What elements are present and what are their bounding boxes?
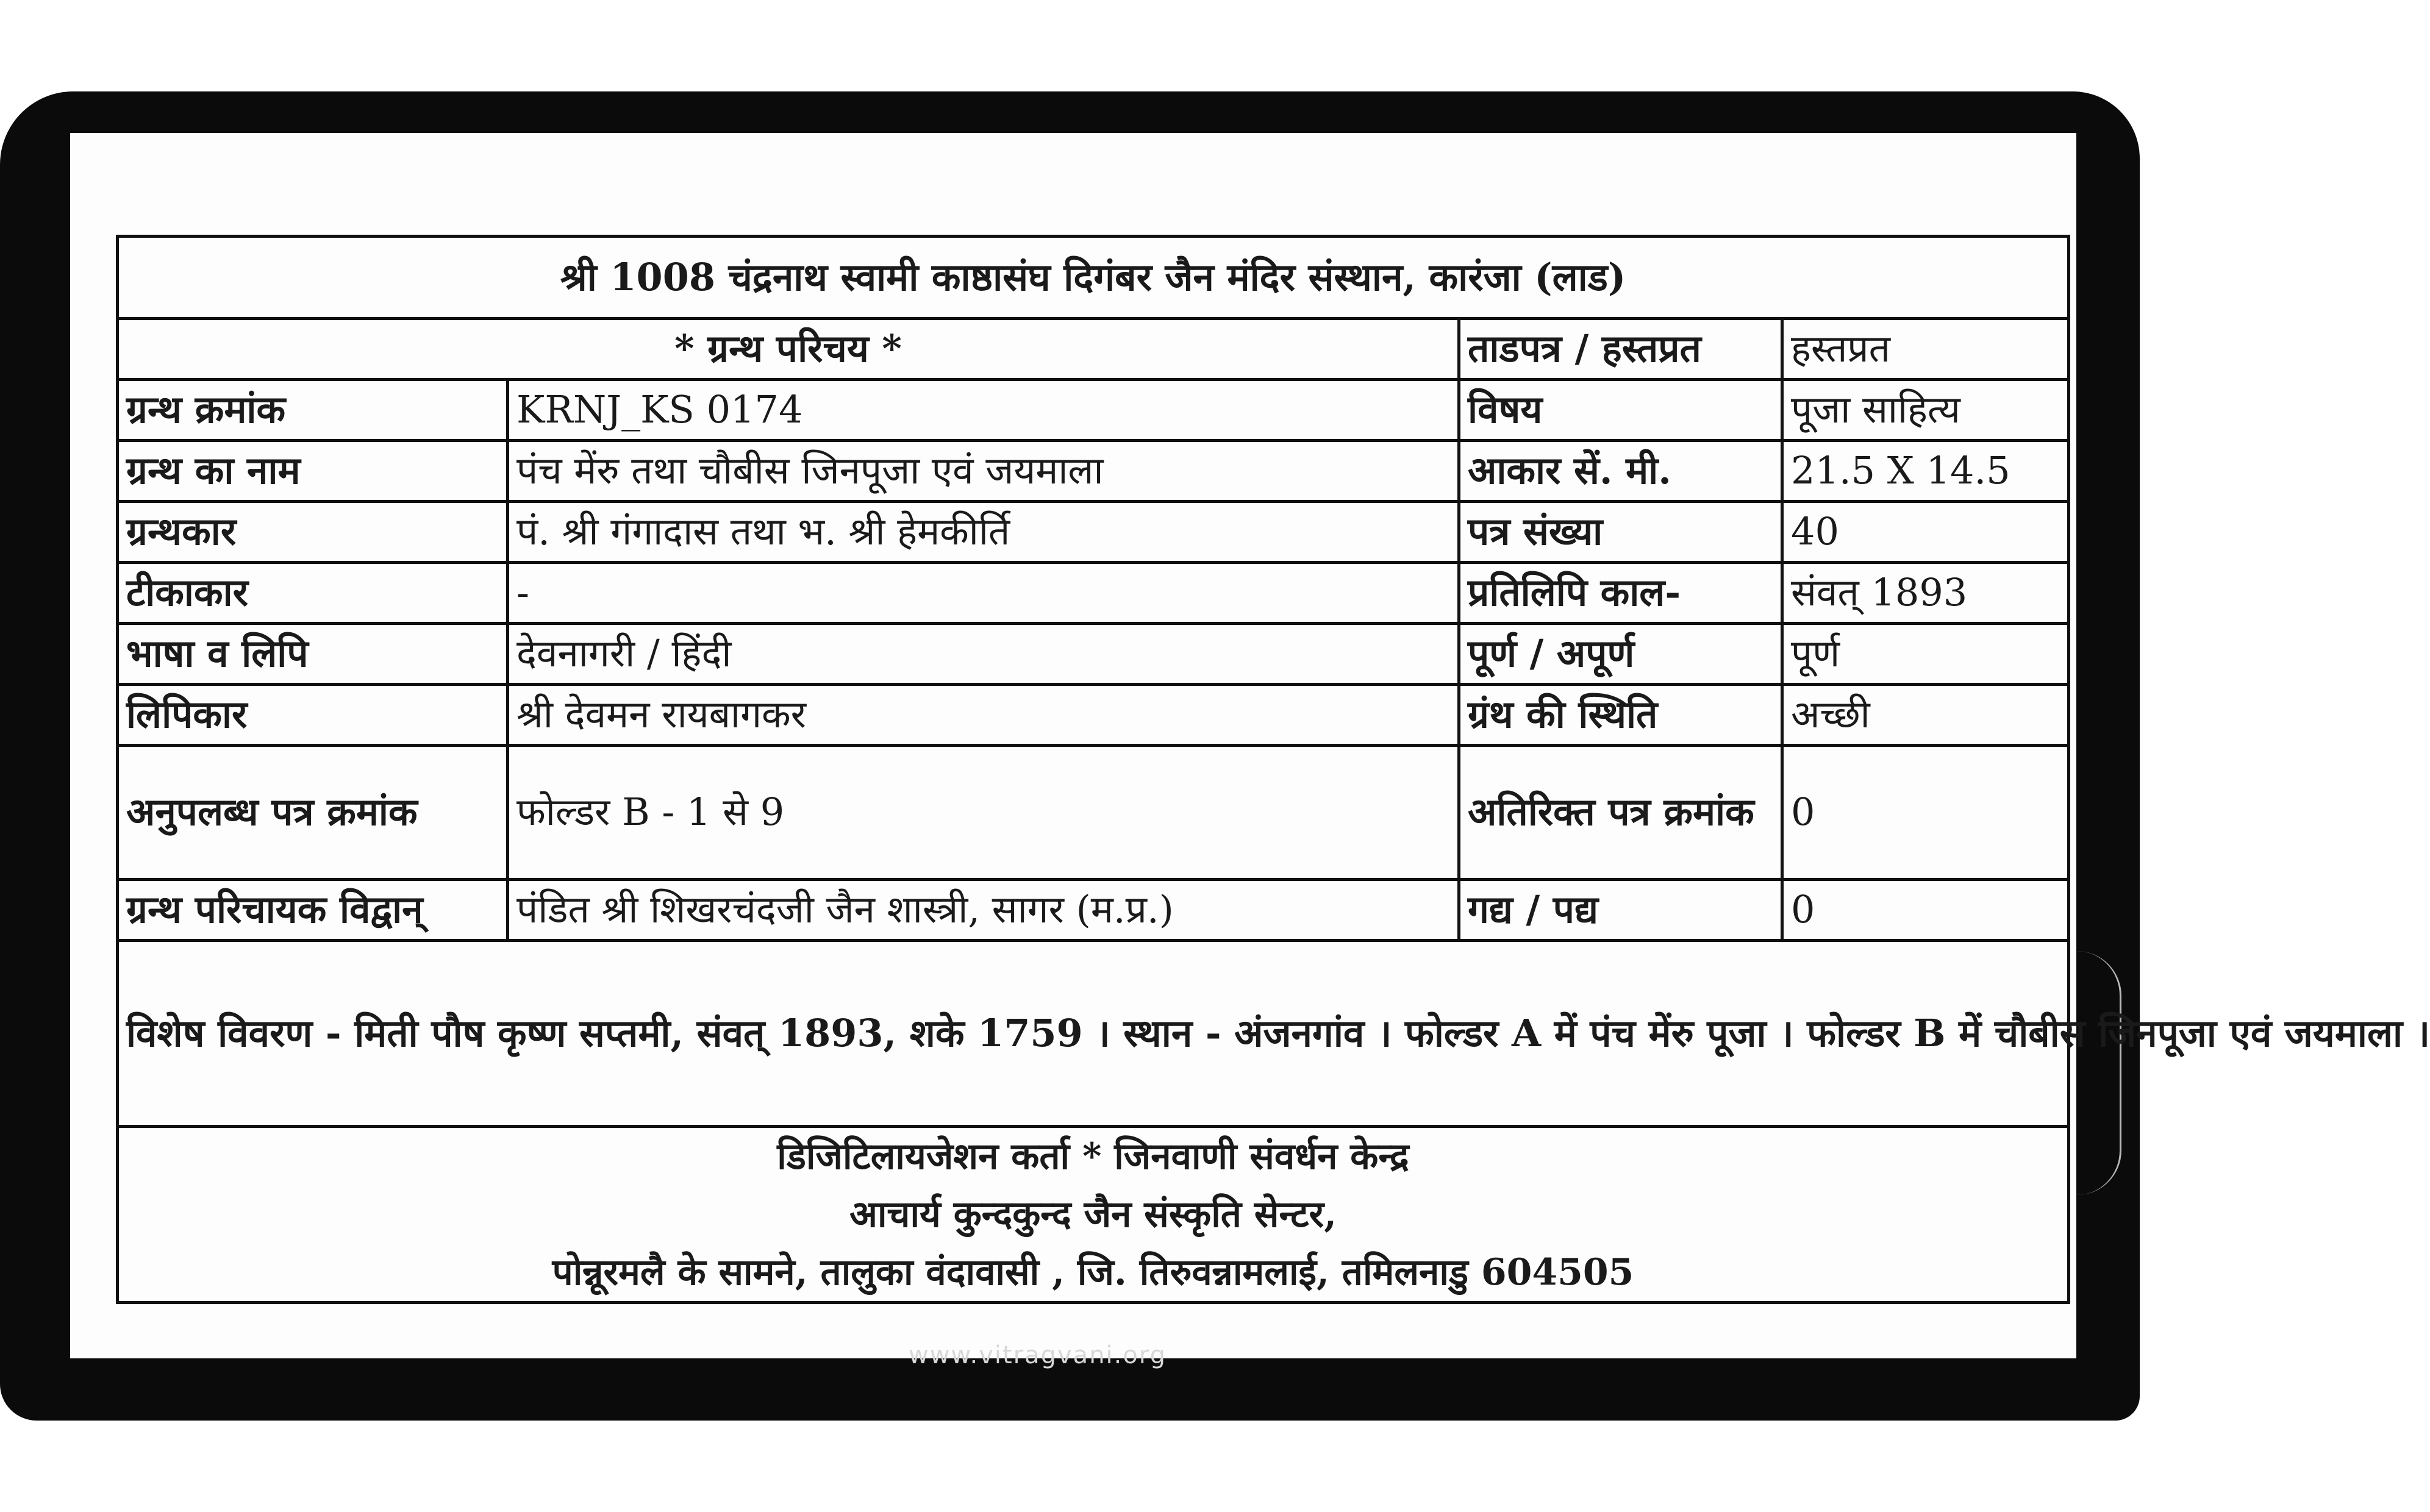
field-value: 0 [1782, 880, 2069, 941]
field-value: 0 [1782, 746, 2069, 880]
field-label: विषय [1459, 380, 1782, 441]
credit-line-2: आचार्य कुन्दकुन्द जैन संस्कृति सेन्टर, [849, 1193, 1337, 1236]
notes-row [118, 941, 2069, 1127]
institution-title: श्री 1008 चंद्रनाथ स्वामी काष्ठासंघ दिगंबर जैन मंदिर संस्थान, कारंजा (लाड) [118, 237, 2069, 319]
field-value: पंच मेंरु तथा चौबीस जिनपूजा एवं जयमाला [508, 441, 1459, 502]
field-label: ग्रन्थ परिचायक विद्वान् [118, 880, 508, 941]
type-label: ताडपत्र / हस्तप्रत [1459, 319, 1782, 380]
field-value: फोल्डर B - 1 से 9 [508, 746, 1459, 880]
field-label: लिपिकार [118, 685, 508, 746]
scratch-mark [2077, 951, 2121, 1195]
field-value: पूजा साहित्य [1782, 380, 2069, 441]
title-row [118, 237, 2069, 319]
special-notes: विशेष विवरण - मिती पौष कृष्ण सप्तमी, संवत् 1893, शके 1759 । स्थान - अंजनगांव । फोल्डर A में पंच मेंरु पूजा । फोल्डर B में चौबीस जिनपूजा एवं जयमाला । [118, 941, 2069, 1127]
table-row [118, 502, 2069, 563]
field-label: गद्य / पद्य [1459, 880, 1782, 941]
table-row [118, 563, 2069, 624]
field-label: अतिरिक्त पत्र क्रमांक [1459, 746, 1782, 880]
field-value: पं. श्री गंगादास तथा भ. श्री हेमकीर्ति [508, 502, 1459, 563]
field-value: देवनागरी / हिंदी [508, 624, 1459, 685]
field-label: ग्रंथ की स्थिति [1459, 685, 1782, 746]
table-row [118, 880, 2069, 941]
field-value: - [508, 563, 1459, 624]
credit-line-3: पोन्नूरमलै के सामने, तालुका वंदावासी , जि. तिरुवन्नामलाई, तमिलनाडु 604505 [552, 1250, 1634, 1294]
field-label: अनुपलब्ध पत्र क्रमांक [118, 746, 508, 880]
footer-row [118, 1127, 2069, 1303]
field-label: टीकाकार [118, 563, 508, 624]
field-label: ग्रन्थ का नाम [118, 441, 508, 502]
table-row [118, 380, 2069, 441]
field-value: अच्छी [1782, 685, 2069, 746]
field-value: संवत् 1893 [1782, 563, 2069, 624]
intro-row [118, 319, 2069, 380]
field-label: पत्र संख्या [1459, 502, 1782, 563]
digitization-credit [118, 1127, 2069, 1303]
field-label: प्रतिलिपि काल- [1459, 563, 1782, 624]
section-heading: * ग्रन्थ परिचय * [118, 319, 1459, 380]
manuscript-record-table [116, 235, 2430, 1304]
field-label: भाषा व लिपि [118, 624, 508, 685]
field-value: पंडित श्री शिखरचंदजी जैन शास्त्री, सागर (म.प्र.) [508, 880, 1459, 941]
field-label: ग्रन्थ क्रमांक [118, 380, 508, 441]
table-row [118, 746, 2069, 880]
field-value: KRNJ_KS 0174 [508, 380, 1459, 441]
field-label: ग्रन्थकार [118, 502, 508, 563]
field-label: आकार सें. मी. [1459, 441, 1782, 502]
watermark-text: www.vitragvani.org [909, 1341, 1167, 1369]
field-value: श्री देवमन रायबागकर [508, 685, 1459, 746]
field-value: पूर्ण [1782, 624, 2069, 685]
field-value: 40 [1782, 502, 2069, 563]
credit-line-1: डिजिटिलायजेशन कर्ता * जिनवाणी संवर्धन केन्द्र [777, 1135, 1409, 1178]
table-row [118, 441, 2069, 502]
table-row [118, 624, 2069, 685]
field-value: 21.5 X 14.5 [1782, 441, 2069, 502]
table-row [118, 685, 2069, 746]
field-label: पूर्ण / अपूर्ण [1459, 624, 1782, 685]
type-value: हस्तप्रत [1782, 319, 2069, 380]
